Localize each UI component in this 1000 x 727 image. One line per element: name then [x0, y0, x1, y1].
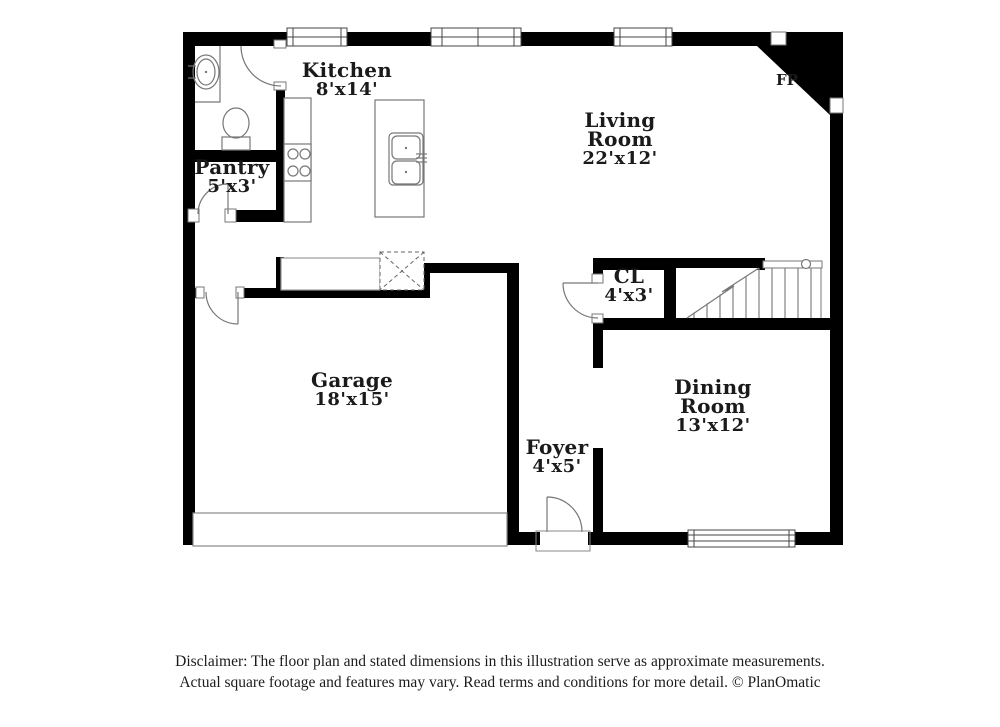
room-name: Garage — [310, 368, 394, 392]
garage-door-icon — [193, 513, 507, 546]
room-dims: 18'x15' — [314, 389, 390, 410]
front-door-gap — [540, 531, 588, 546]
room-name: Pantry — [194, 155, 270, 179]
room-dims: 5'x3' — [207, 176, 257, 197]
window-icon-kitchen — [287, 28, 347, 46]
fireplace-jamb-top — [771, 32, 786, 45]
room-label-dining — [663, 375, 763, 436]
stair-newel-post — [802, 260, 811, 269]
wall-garage-right — [507, 263, 519, 545]
room-dims: 4'x3' — [604, 285, 654, 306]
room-label-pantry — [162, 155, 302, 197]
room-name: Foyer — [525, 435, 589, 459]
disclaimer — [0, 651, 1000, 693]
stair-rail — [763, 261, 822, 268]
hall-bench-counter — [281, 258, 380, 290]
room-label-kitchen — [277, 58, 417, 100]
disclaimer-line-2: Actual square footage and features may vary. Read terms and conditions for more detail. © PlanOmatic — [179, 674, 821, 691]
room-label-closet — [579, 264, 679, 306]
wall-left — [183, 32, 195, 545]
staircase-icon — [676, 260, 822, 319]
utility-box-icon — [380, 252, 424, 290]
wall-dining-top — [593, 318, 830, 330]
room-name: Dining Room — [674, 375, 752, 418]
garage-door-gap — [203, 287, 238, 299]
room-name: Living Room — [584, 108, 656, 151]
room-dims: 22'x12' — [582, 148, 658, 169]
kitchen-fixtures — [281, 98, 427, 290]
room-name: CL — [613, 264, 645, 288]
window-icon-living-right — [614, 28, 672, 46]
toilet-icon — [222, 108, 250, 150]
room-dims: 13'x12' — [675, 415, 751, 436]
bathroom-fixtures — [188, 46, 250, 150]
vanity-counter — [195, 46, 220, 102]
bath-door-arc-icon — [241, 46, 281, 86]
room-dims: 4'x5' — [532, 456, 582, 477]
window-icon-dining — [688, 530, 795, 547]
front-door-arc-icon — [547, 497, 582, 532]
room-name: Kitchen — [301, 58, 393, 82]
wall-garage-top-right — [420, 263, 518, 273]
room-dims: 8'x14' — [315, 79, 379, 100]
room-label-garage — [272, 368, 432, 410]
pantry-door-gap — [197, 209, 228, 223]
room-label-foyer — [497, 435, 617, 477]
fireplace-label: FP — [776, 71, 798, 89]
fireplace-jamb-right — [830, 98, 843, 113]
window-icon-living-double — [431, 28, 521, 46]
room-label-living — [570, 108, 670, 169]
disclaimer-line-1: Disclaimer: The floor plan and stated dimensions in this illustration serve as approximate measurements. — [175, 653, 825, 670]
